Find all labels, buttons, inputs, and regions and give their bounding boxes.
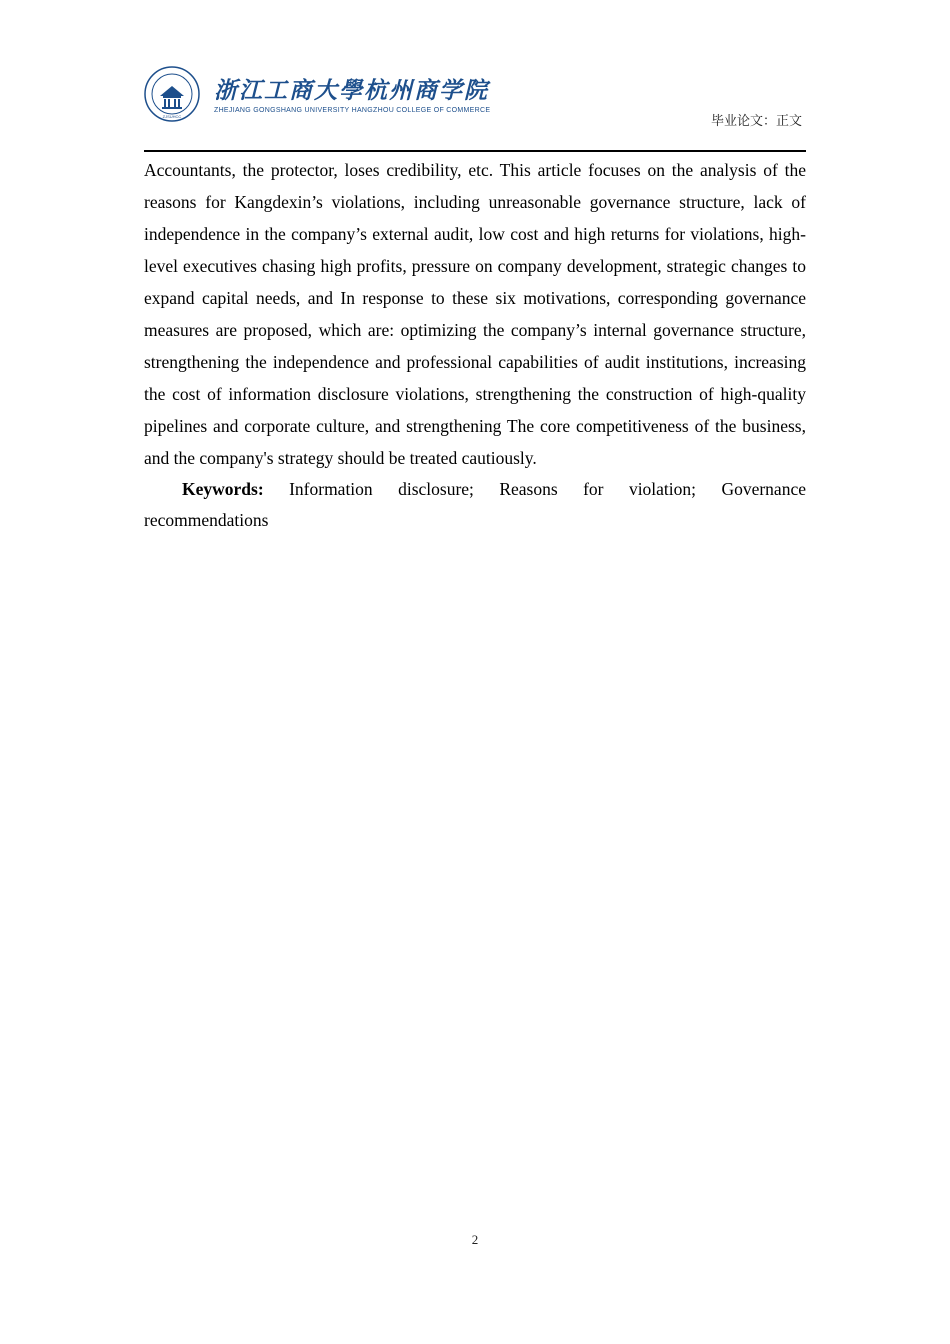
logo-chinese-name: 浙江工商大學杭州商学院 [214,77,489,104]
header-divider [144,150,806,152]
seal-text: ZJSUHCC [162,114,182,119]
university-seal-icon [144,66,200,122]
page-header [144,66,806,152]
page-number: 2 [471,1232,479,1247]
keywords-text: Information disclosure; Reasons for violation; Governance recommendations [144,479,806,530]
keywords-label: Keywords: [182,479,264,499]
header-caption: 毕业论文：正文 [710,114,802,129]
abstract-body [144,154,806,536]
keywords-line [144,474,806,536]
logo-english-name: ZHEJIANG GONGSHANG UNIVERSITY HANGZHOU COLLEGE OF COMMERCE [214,107,491,114]
abstract-paragraph: Accountants, the protector, loses credibility, etc. This article focuses on the analysis of the reasons for Kangdexin’s violations, including unreasonable governance structure, lack of independence in the company’s external audit, low cost and high returns for violations, high-level executives chasing high profits, pressure on company development, strategic changes to expand capital needs, and In response to these six motivations, corresponding governance measures are proposed, which are: optimizing the company’s internal governance structure, strengthening the independence and professional capabilities of audit institutions, increasing the cost of information disclosure violations, strengthening the construction of high-quality pipelines and corporate culture, and strengthening The core competitiveness of the business, and the company's strategy should be treated cautiously. [144,160,806,468]
university-logo [214,78,490,114]
